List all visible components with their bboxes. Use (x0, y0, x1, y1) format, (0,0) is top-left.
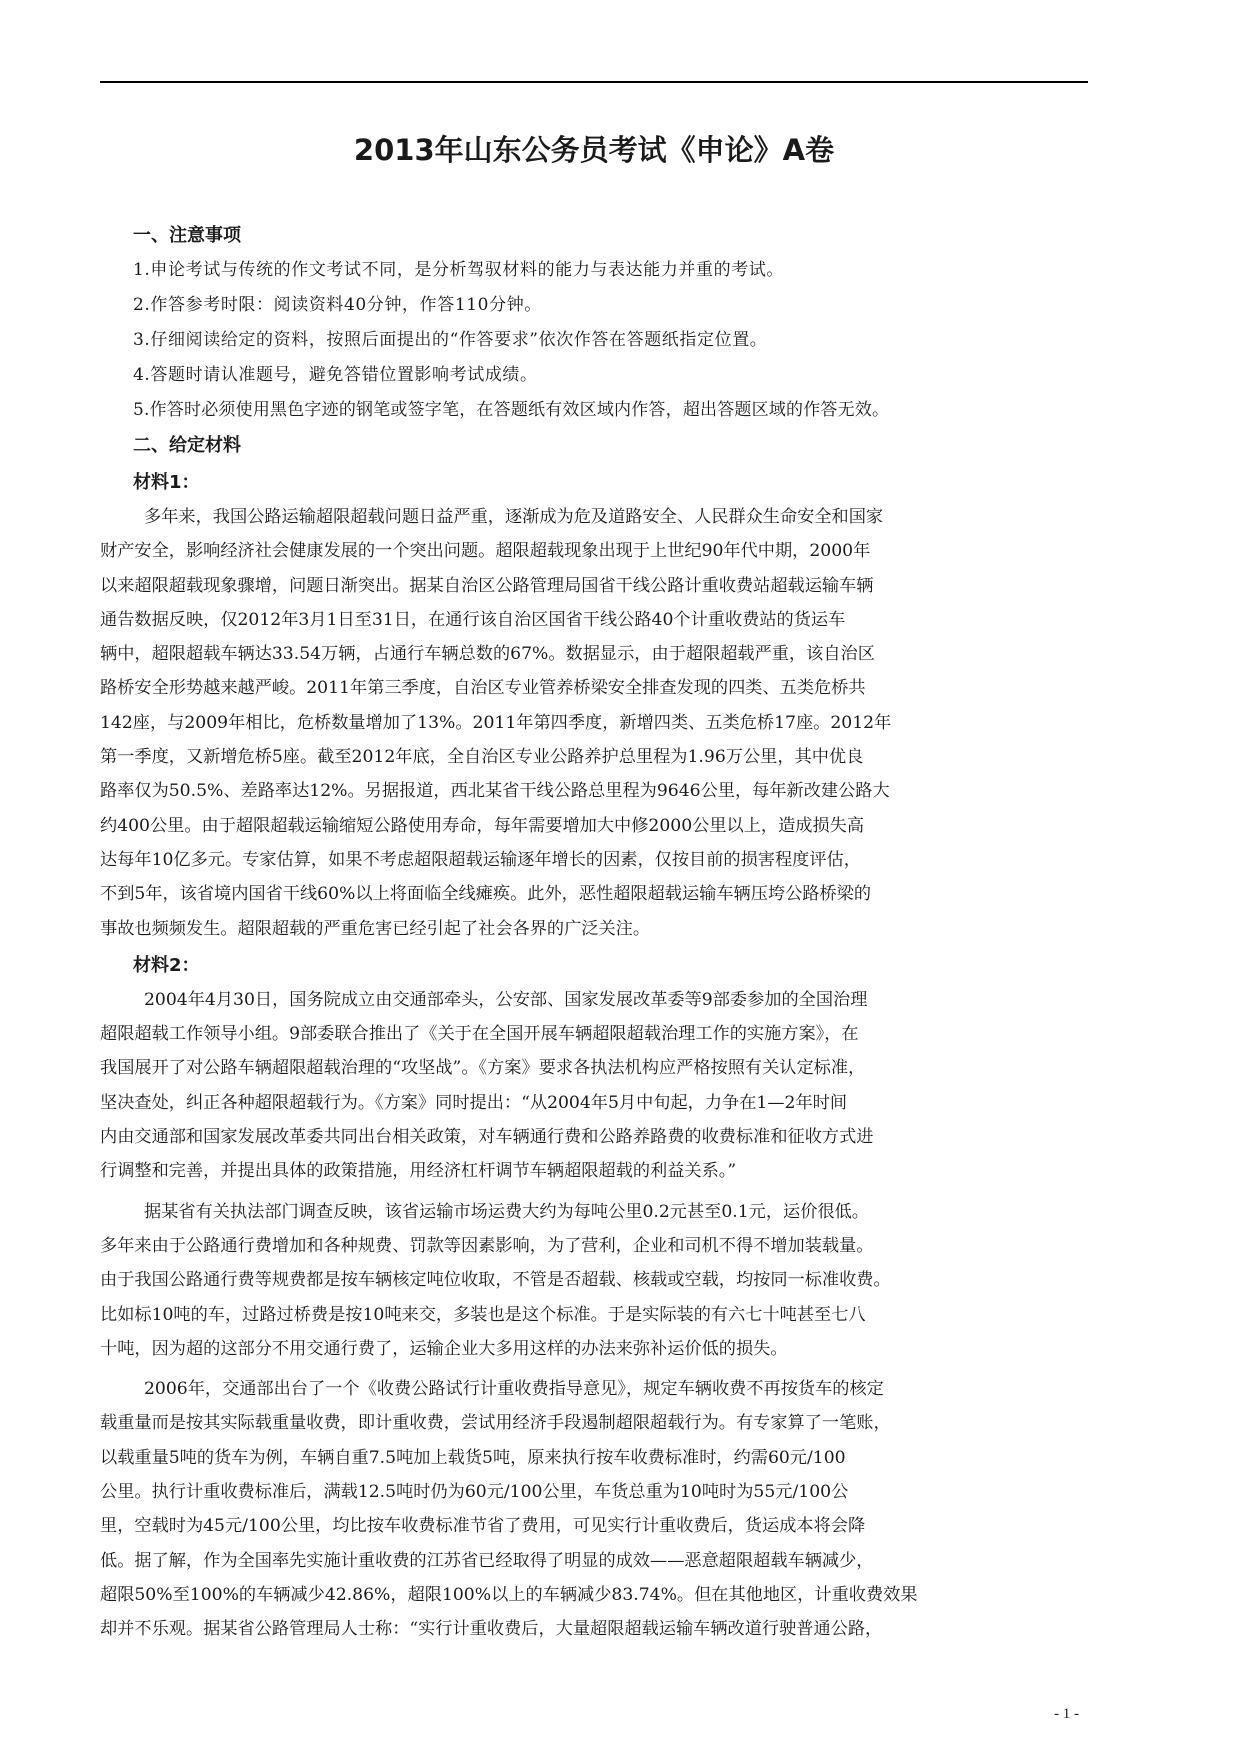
material-2-paragraph-1 (100, 983, 1093, 1189)
page-number: - 1 - (1054, 1706, 1079, 1722)
paragraph-line: 路率仅为50.5%、差路率达12%。另据报道，西北某省干线公路总里程为9646公里，每年新改建公路大 (100, 781, 890, 802)
paragraph-line: 以来超限超载现象骤增，问题日渐突出。据某自治区公路管理局国省干线公路计重收费站超载运输车辆 (100, 575, 874, 596)
paragraph-line: 载重量而是按其实际载重量收费，即计重收费，尝试用经济手段遏制超限超载行为。有专家算了一笔账， (100, 1413, 891, 1434)
header-rule (100, 81, 1088, 83)
material-1-paragraph (100, 500, 1093, 946)
paragraph-line: 低。据了解，作为全国率先实施计重收费的江苏省已经取得了明显的成效——恶意超限超载车辆减少， (100, 1550, 874, 1571)
paragraph-line: 事故也频频发生。超限超载的严重危害已经引起了社会各界的广泛关注。 (100, 918, 651, 939)
material-2-paragraph-2 (100, 1195, 1093, 1366)
paragraph-line: 我国展开了对公路车辆超限超载治理的“攻坚战”。《方案》要求各执法机构应严格按照有关认定标准， (100, 1058, 866, 1079)
paragraph-line: 路桥安全形势越来越严峻。2011年第三季度，自治区专业管养桥梁安全排查发现的四类、五类危桥共 (100, 678, 866, 699)
notice-list (133, 253, 1093, 428)
page-title: 2013年山东公务员考试《申论》A卷 (353, 133, 835, 167)
paragraph-line: 约400公里。由于超限超载运输缩短公路使用寿命，每年需要增加大中修2000公里以上，造成损失高 (100, 815, 865, 836)
paragraph-line: 不到5年，该省境内国省干线60%以上将面临全线瘫痪。此外，恶性超限超载运输车辆压垮公路桥梁的 (100, 884, 872, 905)
paragraph-line: 142座，与2009年相比，危桥数量增加了13%。2011年第四季度，新增四类、五类危桥17座。2012年 (100, 712, 892, 733)
paragraph-line: 行调整和完善，并提出具体的政策措施，用经济杠杆调节车辆超限超载的利益关系。” (100, 1161, 737, 1182)
paragraph-line: 2004年4月30日，国务院成立由交通部牵头，公安部、国家发展改革委等9部委参加的全国治理 (144, 989, 868, 1010)
paragraph-line: 第一季度，又新增危桥5座。截至2012年底，全自治区专业公路养护总里程为1.96万公里，其中优良 (100, 747, 864, 768)
notice-item: 2.作答参考时限：阅读资料40分钟，作答110分钟。 (133, 295, 542, 315)
paragraph-line: 超限50%至100%的车辆减少42.86%，超限100%以上的车辆减少83.74%。但在其他地区，计重收费效果 (100, 1584, 918, 1605)
paragraph-line: 比如标10吨的车，过路过桥费是按10吨来交，多装也是这个标准。于是实际装的有六七十吨甚至七八 (100, 1304, 866, 1325)
paragraph-line: 由于我国公路通行费等规费都是按车辆核定吨位收取，不管是否超载、核载或空载，均按同一标准收费。 (100, 1270, 891, 1291)
paragraph-line: 多年来，我国公路运输超限超载问题日益严重，逐渐成为危及道路安全、人民群众生命安全和国家 (144, 507, 884, 527)
paragraph-line: 内由交通部和国家发展改革委共同出台相关政策，对车辆通行费和公路养路费的收费标准和征收方式进 (100, 1127, 874, 1148)
notice-item: 4.答题时请认准题号，避免答错位置影响考试成绩。 (133, 365, 538, 385)
notice-item: 1.申论考试与传统的作文考试不同，是分析驾驭材料的能力与表达能力并重的考试。 (133, 260, 785, 280)
material-2-paragraph-3 (100, 1372, 1093, 1646)
paragraph-line: 里，空载时为45元/100公里，均比按车收费标准节省了费用，可见实行计重收费后，货运成本将会降 (100, 1516, 866, 1537)
notice-heading: 一、注意事项 (133, 225, 241, 246)
paragraph-line: 以载重量5吨的货车为例，车辆自重7.5吨加上载货5吨，原来执行按车收费标准时，约需60元/100 (100, 1447, 846, 1468)
paragraph-line: 坚决查处，纠正各种超限超载行为。《方案》同时提出：“从2004年5月中旬起，力争在1—2年时间 (100, 1092, 848, 1113)
paragraph-line: 2006年，交通部出台了一个《收费公路试行计重收费指导意见》，规定车辆收费不再按货车的核定 (144, 1379, 884, 1400)
paragraph-line: 辆中，超限超载车辆达33.54万辆，占通行车辆总数的67%。数据显示，由于超限超载严重，该自治区 (100, 644, 875, 665)
paragraph-line: 公里。执行计重收费标准后，满载12.5吨时仍为60元/100公里，车货总重为10吨时为55元/100公 (100, 1482, 849, 1503)
material-1-label: 材料1： (133, 472, 200, 493)
document-body (100, 218, 1093, 1647)
paragraph-line: 通告数据反映，仅2012年3月1日至31日，在通行该自治区国省干线公路40个计重收费站的货运车 (100, 609, 846, 630)
paragraph-line: 财产安全，影响经济社会健康发展的一个突出问题。超限超载现象出现于上世纪90年代中期，2000年 (100, 541, 871, 562)
paragraph-line: 多年来由于公路通行费增加和各种规费、罚款等因素影响，为了营利，企业和司机不得不增加装载量。 (100, 1235, 874, 1256)
paragraph-line: 却并不乐观。据某省公路管理局人士称：“实行计重收费后，大量超限超载运输车辆改道行驶普通公路， (100, 1619, 883, 1640)
notice-item: 3.仔细阅读给定的资料，按照后面提出的“作答要求”依次作答在答题纸指定位置。 (133, 330, 768, 350)
notice-item: 5.作答时必须使用黑色字迹的钢笔或签字笔，在答题纸有效区域内作答，超出答题区域的作答无效。 (133, 400, 890, 420)
paragraph-line: 据某省有关执法部门调查反映，该省运输市场运费大约为每吨公里0.2元甚至0.1元，运价很低。 (144, 1201, 869, 1222)
paragraph-line: 超限超载工作领导小组。9部委联合推出了《关于在全国开展车辆超限超载治理工作的实施方案》，在 (100, 1024, 859, 1045)
paragraph-line: 达每年10亿多元。专家估算，如果不考虑超限超载运输逐年增长的因素，仅按目前的损害程度评估， (100, 849, 861, 870)
paragraph-line: 十吨，因为超的这部分不用交通行费了，运输企业大多用这样的办法来弥补运价低的损失。 (100, 1338, 788, 1359)
material-2-label: 材料2： (133, 954, 200, 976)
materials-heading: 二、给定材料 (133, 435, 241, 456)
